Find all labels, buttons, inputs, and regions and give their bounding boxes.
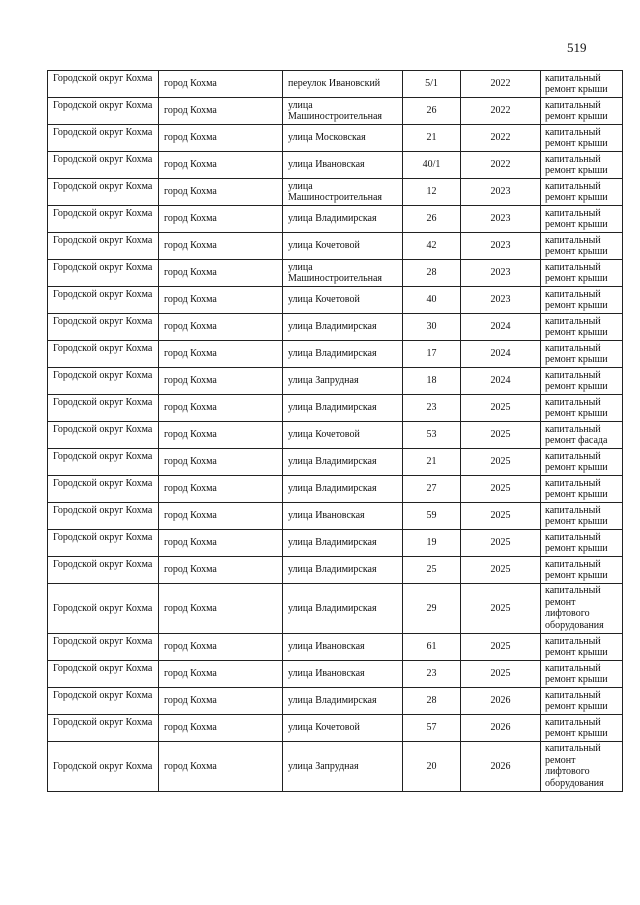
- table-row: [48, 422, 623, 449]
- year-cell: 2025: [461, 395, 541, 422]
- street-cell: улица Владимирская: [283, 395, 403, 422]
- year-cell: 2025: [461, 476, 541, 503]
- house-number-cell: 61: [403, 634, 461, 661]
- table-row: [48, 584, 623, 634]
- street-cell: улица Запрудная: [283, 742, 403, 792]
- district-cell: Городской округ Кохма: [48, 368, 159, 395]
- year-cell: 2023: [461, 287, 541, 314]
- house-number-cell: 28: [403, 260, 461, 287]
- city-cell: город Кохма: [159, 71, 283, 98]
- work-type-cell: капитальный ремонт лифтового оборудования: [541, 584, 623, 634]
- street-cell: улица Владимирская: [283, 530, 403, 557]
- street-cell: улица Владимирская: [283, 476, 403, 503]
- work-type-cell: капитальный ремонт лифтового оборудования: [541, 742, 623, 792]
- house-number-cell: 23: [403, 395, 461, 422]
- work-type-cell: капитальный ремонт крыши: [541, 314, 623, 341]
- district-cell: Городской округ Кохма: [48, 98, 159, 125]
- year-cell: 2025: [461, 661, 541, 688]
- house-number-cell: 40: [403, 287, 461, 314]
- district-cell: Городской округ Кохма: [48, 71, 159, 98]
- district-cell: Городской округ Кохма: [48, 688, 159, 715]
- district-cell: Городской округ Кохма: [48, 395, 159, 422]
- house-number-cell: 27: [403, 476, 461, 503]
- street-cell: улица Машиностроительная: [283, 179, 403, 206]
- year-cell: 2022: [461, 125, 541, 152]
- city-cell: город Кохма: [159, 742, 283, 792]
- table-row: [48, 179, 623, 206]
- city-cell: город Кохма: [159, 260, 283, 287]
- work-type-cell: капитальный ремонт крыши: [541, 634, 623, 661]
- city-cell: город Кохма: [159, 125, 283, 152]
- district-cell: Городской округ Кохма: [48, 661, 159, 688]
- city-cell: город Кохма: [159, 661, 283, 688]
- street-cell: улица Машиностроительная: [283, 260, 403, 287]
- house-number-cell: 12: [403, 179, 461, 206]
- house-number-cell: 42: [403, 233, 461, 260]
- city-cell: город Кохма: [159, 503, 283, 530]
- year-cell: 2026: [461, 742, 541, 792]
- work-type-cell: капитальный ремонт крыши: [541, 206, 623, 233]
- house-number-cell: 21: [403, 449, 461, 476]
- street-cell: улица Владимирская: [283, 688, 403, 715]
- work-type-cell: капитальный ремонт крыши: [541, 125, 623, 152]
- table-row: [48, 287, 623, 314]
- district-cell: Городской округ Кохма: [48, 557, 159, 584]
- house-number-cell: 23: [403, 661, 461, 688]
- work-type-cell: капитальный ремонт крыши: [541, 476, 623, 503]
- table-row: [48, 341, 623, 368]
- district-cell: Городской округ Кохма: [48, 530, 159, 557]
- street-cell: улица Ивановская: [283, 152, 403, 179]
- work-type-cell: капитальный ремонт крыши: [541, 449, 623, 476]
- table-row: [48, 233, 623, 260]
- work-type-cell: капитальный ремонт крыши: [541, 530, 623, 557]
- year-cell: 2022: [461, 71, 541, 98]
- district-cell: Городской округ Кохма: [48, 422, 159, 449]
- city-cell: город Кохма: [159, 449, 283, 476]
- city-cell: город Кохма: [159, 368, 283, 395]
- house-number-cell: 57: [403, 715, 461, 742]
- year-cell: 2024: [461, 368, 541, 395]
- work-type-cell: капитальный ремонт крыши: [541, 71, 623, 98]
- city-cell: город Кохма: [159, 584, 283, 634]
- work-type-cell: капитальный ремонт крыши: [541, 715, 623, 742]
- year-cell: 2025: [461, 449, 541, 476]
- city-cell: город Кохма: [159, 557, 283, 584]
- table-row: [48, 476, 623, 503]
- house-number-cell: 53: [403, 422, 461, 449]
- repair-schedule-table: [47, 70, 623, 792]
- year-cell: 2023: [461, 206, 541, 233]
- city-cell: город Кохма: [159, 634, 283, 661]
- city-cell: город Кохма: [159, 341, 283, 368]
- year-cell: 2025: [461, 634, 541, 661]
- year-cell: 2022: [461, 98, 541, 125]
- street-cell: улица Владимирская: [283, 341, 403, 368]
- district-cell: Городской округ Кохма: [48, 476, 159, 503]
- work-type-cell: капитальный ремонт крыши: [541, 557, 623, 584]
- street-cell: улица Ивановская: [283, 661, 403, 688]
- table-row: [48, 125, 623, 152]
- work-type-cell: капитальный ремонт крыши: [541, 503, 623, 530]
- work-type-cell: капитальный ремонт крыши: [541, 661, 623, 688]
- table-row: [48, 688, 623, 715]
- table-row: [48, 530, 623, 557]
- table-row: [48, 98, 623, 125]
- house-number-cell: 19: [403, 530, 461, 557]
- work-type-cell: капитальный ремонт крыши: [541, 287, 623, 314]
- table-row: [48, 71, 623, 98]
- house-number-cell: 59: [403, 503, 461, 530]
- district-cell: Городской округ Кохма: [48, 634, 159, 661]
- street-cell: улица Владимирская: [283, 584, 403, 634]
- district-cell: Городской округ Кохма: [48, 341, 159, 368]
- work-type-cell: капитальный ремонт крыши: [541, 233, 623, 260]
- work-type-cell: капитальный ремонт крыши: [541, 341, 623, 368]
- city-cell: город Кохма: [159, 422, 283, 449]
- house-number-cell: 28: [403, 688, 461, 715]
- house-number-cell: 26: [403, 206, 461, 233]
- work-type-cell: капитальный ремонт крыши: [541, 152, 623, 179]
- house-number-cell: 30: [403, 314, 461, 341]
- street-cell: улица Кочетовой: [283, 422, 403, 449]
- district-cell: Городской округ Кохма: [48, 742, 159, 792]
- street-cell: улица Московская: [283, 125, 403, 152]
- table-row: [48, 260, 623, 287]
- table-row: [48, 557, 623, 584]
- district-cell: Городской округ Кохма: [48, 503, 159, 530]
- city-cell: город Кохма: [159, 314, 283, 341]
- work-type-cell: капитальный ремонт крыши: [541, 260, 623, 287]
- year-cell: 2025: [461, 530, 541, 557]
- year-cell: 2025: [461, 503, 541, 530]
- table-row: [48, 314, 623, 341]
- house-number-cell: 29: [403, 584, 461, 634]
- work-type-cell: капитальный ремонт крыши: [541, 688, 623, 715]
- city-cell: город Кохма: [159, 715, 283, 742]
- street-cell: улица Машиностроительная: [283, 98, 403, 125]
- house-number-cell: 20: [403, 742, 461, 792]
- year-cell: 2026: [461, 715, 541, 742]
- street-cell: улица Владимирская: [283, 206, 403, 233]
- city-cell: город Кохма: [159, 688, 283, 715]
- district-cell: Городской округ Кохма: [48, 715, 159, 742]
- street-cell: улица Кочетовой: [283, 715, 403, 742]
- house-number-cell: 5/1: [403, 71, 461, 98]
- district-cell: Городской округ Кохма: [48, 152, 159, 179]
- year-cell: 2022: [461, 152, 541, 179]
- district-cell: Городской округ Кохма: [48, 125, 159, 152]
- table-row: [48, 661, 623, 688]
- street-cell: улица Кочетовой: [283, 233, 403, 260]
- district-cell: Городской округ Кохма: [48, 233, 159, 260]
- district-cell: Городской округ Кохма: [48, 314, 159, 341]
- house-number-cell: 26: [403, 98, 461, 125]
- city-cell: город Кохма: [159, 395, 283, 422]
- street-cell: улица Владимирская: [283, 557, 403, 584]
- year-cell: 2025: [461, 557, 541, 584]
- city-cell: город Кохма: [159, 476, 283, 503]
- year-cell: 2023: [461, 179, 541, 206]
- city-cell: город Кохма: [159, 530, 283, 557]
- table-row: [48, 742, 623, 792]
- page-number: 519: [567, 40, 587, 55]
- street-cell: улица Владимирская: [283, 449, 403, 476]
- street-cell: переулок Ивановский: [283, 71, 403, 98]
- district-cell: Городской округ Кохма: [48, 260, 159, 287]
- city-cell: город Кохма: [159, 98, 283, 125]
- year-cell: 2025: [461, 584, 541, 634]
- table-body: [48, 71, 623, 792]
- street-cell: улица Запрудная: [283, 368, 403, 395]
- street-cell: улица Ивановская: [283, 634, 403, 661]
- work-type-cell: капитальный ремонт крыши: [541, 395, 623, 422]
- house-number-cell: 40/1: [403, 152, 461, 179]
- district-cell: Городской округ Кохма: [48, 206, 159, 233]
- table-row: [48, 634, 623, 661]
- work-type-cell: капитальный ремонт фасада: [541, 422, 623, 449]
- house-number-cell: 21: [403, 125, 461, 152]
- table-row: [48, 395, 623, 422]
- table-row: [48, 368, 623, 395]
- house-number-cell: 17: [403, 341, 461, 368]
- table-row: [48, 206, 623, 233]
- street-cell: улица Ивановская: [283, 503, 403, 530]
- year-cell: 2025: [461, 422, 541, 449]
- table-row: [48, 152, 623, 179]
- city-cell: город Кохма: [159, 206, 283, 233]
- table-row: [48, 715, 623, 742]
- street-cell: улица Владимирская: [283, 314, 403, 341]
- district-cell: Городской округ Кохма: [48, 179, 159, 206]
- district-cell: Городской округ Кохма: [48, 449, 159, 476]
- city-cell: город Кохма: [159, 287, 283, 314]
- city-cell: город Кохма: [159, 152, 283, 179]
- year-cell: 2026: [461, 688, 541, 715]
- year-cell: 2023: [461, 260, 541, 287]
- city-cell: город Кохма: [159, 233, 283, 260]
- street-cell: улица Кочетовой: [283, 287, 403, 314]
- table-row: [48, 503, 623, 530]
- work-type-cell: капитальный ремонт крыши: [541, 368, 623, 395]
- year-cell: 2024: [461, 341, 541, 368]
- table-row: [48, 449, 623, 476]
- work-type-cell: капитальный ремонт крыши: [541, 179, 623, 206]
- house-number-cell: 25: [403, 557, 461, 584]
- house-number-cell: 18: [403, 368, 461, 395]
- year-cell: 2023: [461, 233, 541, 260]
- district-cell: Городской округ Кохма: [48, 584, 159, 634]
- year-cell: 2024: [461, 314, 541, 341]
- district-cell: Городской округ Кохма: [48, 287, 159, 314]
- work-type-cell: капитальный ремонт крыши: [541, 98, 623, 125]
- city-cell: город Кохма: [159, 179, 283, 206]
